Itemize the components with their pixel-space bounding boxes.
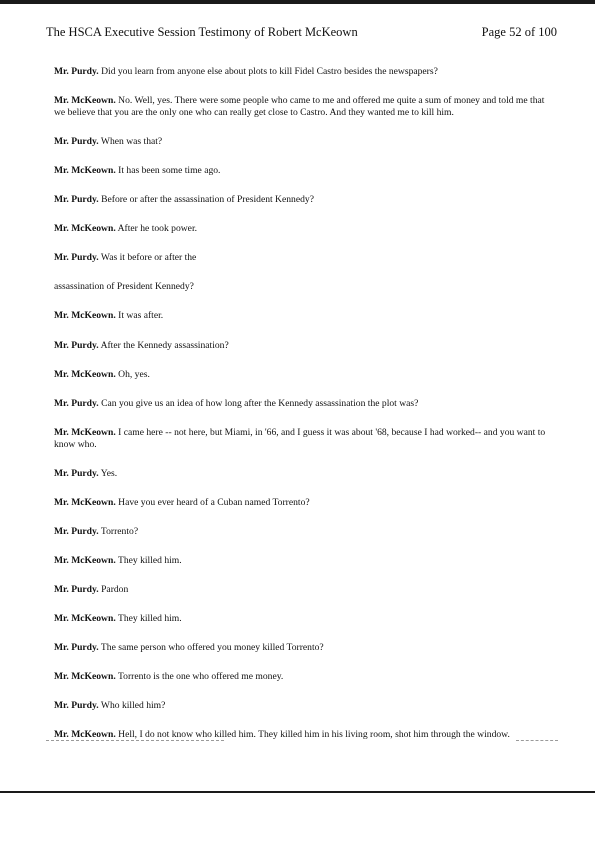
speaker-name: Mr. Purdy. — [54, 700, 99, 712]
dialogue-text: Have you ever heard of a Cuban named Torrento? — [118, 496, 310, 508]
scan-artifact-right — [516, 740, 558, 742]
dialogue-line — [54, 671, 554, 683]
dialogue-text: It has been some time ago. — [118, 164, 221, 176]
dialogue-line — [54, 194, 554, 206]
speaker-name: Mr. McKeown. — [54, 554, 116, 566]
dialogue-line — [54, 427, 554, 450]
dialogue-text: After he took power. — [117, 223, 198, 235]
scan-artifact-left — [46, 740, 224, 742]
speaker-name: Mr. Purdy. — [54, 252, 99, 264]
dialogue-line — [54, 340, 554, 352]
speaker-name: Mr. Purdy. — [54, 584, 99, 595]
speaker-name: Mr. McKeown. — [54, 223, 116, 235]
dialogue-line — [54, 555, 554, 567]
speaker-name: Mr. McKeown. — [54, 95, 116, 107]
dialogue-line — [54, 398, 554, 410]
speaker-name: Mr. McKeown. — [54, 496, 116, 508]
dialogue-text: After the Kennedy assassination? — [100, 339, 229, 351]
dialogue-line — [54, 136, 554, 148]
speaker-name: Mr. Purdy. — [54, 339, 99, 351]
speaker-name: Mr. Purdy. — [54, 397, 99, 409]
dialogue-text: Torrento? — [100, 525, 139, 537]
speaker-name: Mr. McKeown. — [54, 368, 116, 380]
dialogue-line — [54, 310, 554, 322]
page-header — [46, 24, 557, 40]
speaker-name: Mr. McKeown. — [54, 613, 116, 625]
speaker-name: Mr. Purdy. — [54, 525, 99, 537]
dialogue-line — [54, 526, 554, 538]
dialogue-line — [54, 700, 554, 712]
speaker-name: Mr. McKeown. — [54, 671, 116, 683]
dialogue-text: Can you give us an idea of how long after the Kennedy assassination the plot was? — [101, 397, 419, 409]
dialogue-text: Who killed him? — [100, 700, 166, 712]
page-number: Page 52 of 100 — [481, 25, 557, 39]
dialogue-text: Did you learn from anyone else about plots to kill Fidel Castro besides the newspapers? — [101, 66, 438, 77]
dialogue-line — [54, 468, 554, 480]
speaker-name: Mr. Purdy. — [54, 135, 99, 147]
dialogue-line — [54, 369, 554, 381]
dialogue-text: Oh, yes. — [118, 368, 150, 380]
dialogue-text: Was it before or after the — [100, 252, 197, 264]
dialogue-text: The same person who offered you money killed Torrento? — [100, 642, 324, 654]
dialogue-text: When was that? — [100, 135, 163, 147]
dialogue-line — [54, 613, 554, 625]
dialogue-text: I came here -- not here, but Miami, in '66, and I guess it was about '68, because I had worked-- and you want to know who. — [54, 426, 546, 450]
dialogue-text: Pardon — [101, 584, 129, 595]
dialogue-text: assassination of President Kennedy? — [54, 281, 194, 293]
dialogue-line — [54, 642, 554, 654]
top-rule — [0, 0, 595, 4]
dialogue-continuation — [54, 281, 554, 293]
dialogue-text: It was after. — [118, 310, 164, 322]
dialogue-line — [54, 252, 554, 264]
dialogue-text: Hell, I do not know who killed him. They killed him in his living room, shot him through the window. — [118, 729, 510, 741]
speaker-name: Mr. McKeown. — [54, 310, 116, 322]
dialogue-line — [54, 95, 554, 118]
dialogue-text: No. Well, yes. There were some people who came to me and offered me quite a sum of money and told me that we believe that you are the only one who can really get close to Castro. And they wanted me to kill him. — [54, 95, 545, 118]
speaker-name: Mr. Purdy. — [54, 642, 99, 654]
bottom-rule — [0, 791, 595, 793]
dialogue-text: Yes. — [100, 467, 118, 479]
speaker-name: Mr. McKeown. — [54, 164, 116, 176]
speaker-name: Mr. Purdy. — [54, 194, 99, 206]
speaker-name: Mr. Purdy. — [54, 467, 99, 479]
dialogue-text: Torrento is the one who offered me money. — [117, 671, 284, 683]
dialogue-line — [54, 223, 554, 235]
testimony-body — [54, 66, 554, 759]
dialogue-line — [54, 497, 554, 509]
dialogue-line — [54, 165, 554, 177]
speaker-name: Mr. McKeown. — [54, 729, 116, 741]
dialogue-text: They killed him. — [117, 613, 182, 625]
document-title: The HSCA Executive Session Testimony of Robert McKeown — [46, 25, 358, 39]
dialogue-line — [54, 584, 554, 596]
dialogue-text: They killed him. — [117, 554, 182, 566]
dialogue-text: Before or after the assassination of President Kennedy? — [101, 194, 314, 206]
dialogue-line — [54, 66, 554, 78]
speaker-name: Mr. Purdy. — [54, 66, 99, 77]
speaker-name: Mr. McKeown. — [54, 426, 116, 438]
